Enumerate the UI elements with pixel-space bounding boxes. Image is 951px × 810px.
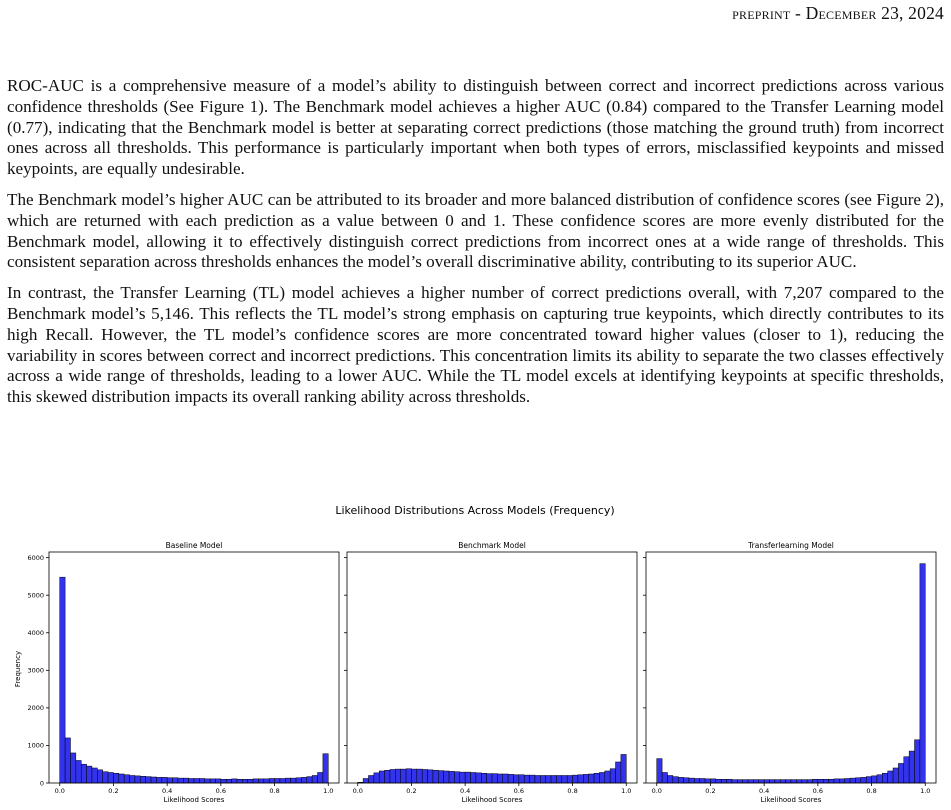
histogram-bar	[589, 774, 594, 783]
histogram-bar	[753, 780, 758, 783]
histogram-bar	[893, 768, 898, 783]
histogram-bar	[275, 778, 280, 783]
histogram-bar	[70, 753, 75, 783]
x-tick-label: 0.8	[866, 787, 877, 795]
histogram-bar	[770, 780, 775, 783]
x-tick-label: 0.2	[705, 787, 716, 795]
histogram-bar	[888, 771, 893, 783]
x-tick-label: 0.0	[54, 787, 65, 795]
histogram-bar	[519, 775, 524, 783]
histogram-bar	[487, 774, 492, 783]
histogram-bar	[156, 777, 161, 783]
histogram-bar	[678, 777, 683, 783]
histogram-bar	[379, 771, 384, 783]
x-tick-label: 0.8	[269, 787, 280, 795]
histogram-bar	[280, 778, 285, 783]
header-label: preprint -	[732, 3, 806, 23]
subplot-title: Benchmark Model	[458, 541, 526, 550]
histogram-bar	[242, 779, 247, 783]
histogram-bar	[909, 751, 914, 783]
histogram-bar	[546, 775, 551, 783]
plot-frame	[49, 552, 339, 783]
paragraph-roc-auc: ROC-AUC is a comprehensive measure of a model’s ability to distinguish between correct and incorrect predictions across various confidence thresholds (See Figure 1). The Benchmark model achieves a higher AUC (0.84) compared to the Transfer Learning model (0.77), indicating that the Benchmark model is better at separating correct predictions (those matching the ground truth) from incorrect ones across all thresholds. This performance is particularly important when both types of errors, misclassified keypoints and missed keypoints, are equally undesirable.	[7, 76, 944, 179]
histogram-bar	[103, 772, 108, 783]
histogram-bar	[839, 779, 844, 783]
histogram-bar	[866, 777, 871, 783]
histogram-bar	[167, 778, 172, 783]
histogram-bar	[850, 778, 855, 783]
histogram-bar	[705, 779, 710, 783]
x-axis-label: Likelihood Scores	[760, 796, 822, 804]
x-tick-label: 0.0	[352, 787, 363, 795]
histogram-bar	[573, 775, 578, 783]
x-tick-label: 0.0	[651, 787, 662, 795]
histogram-bar	[737, 780, 742, 783]
histogram-bar	[599, 772, 604, 783]
histogram-bar	[764, 780, 769, 783]
histogram-bar	[508, 774, 513, 783]
histogram-bar	[318, 772, 323, 783]
histogram-bar	[291, 778, 296, 783]
x-tick-label: 0.6	[513, 787, 525, 795]
histogram-bar	[221, 779, 226, 783]
histogram-bar	[151, 777, 156, 783]
paragraph-transfer-learning: In contrast, the Transfer Learning (TL) model achieves a higher number of correct predictions overall, with 7,207 compared to the Benchmark model’s 5,146. This reflects the TL model’s strong emphasis on capturing true keypoints, which directly contributes to its high Recall. However, the TL model’s confidence scores are more concentrated toward higher values (closer to 1), reducing the variability in scores between correct and incorrect predictions. This concentration limits its ability to separate the two classes effectively across a wide range of thresholds, leading to a lower AUC. While the TL model excels at identifying keypoints at specific thresholds, this skewed distribution impacts its overall ranking ability across thresholds.	[7, 283, 944, 407]
histogram-bar	[727, 779, 732, 783]
histogram-bar	[657, 759, 662, 783]
histogram-bar	[301, 777, 306, 783]
running-header	[732, 3, 944, 24]
histogram-bar	[524, 775, 529, 783]
histogram-bar	[920, 564, 925, 783]
histogram-bar	[567, 775, 572, 783]
histogram-bar	[684, 778, 689, 783]
histogram-bar	[497, 774, 502, 783]
histogram-bar	[492, 774, 497, 783]
histogram-bar	[904, 757, 909, 783]
histogram-panel	[344, 541, 637, 804]
x-tick-label: 0.4	[161, 787, 173, 795]
y-tick-label: 3000	[27, 666, 44, 675]
histogram-bar	[915, 740, 920, 783]
histogram-bar	[748, 780, 753, 783]
histogram-bar	[215, 779, 220, 783]
histogram-bar	[60, 577, 65, 783]
histogram-bar	[65, 738, 70, 783]
histogram-bar	[248, 779, 253, 783]
body-text	[7, 76, 944, 418]
histogram-bar	[823, 779, 828, 783]
x-tick-label: 0.4	[758, 787, 770, 795]
x-tick-label: 0.6	[215, 787, 227, 795]
histogram-bar	[417, 769, 422, 783]
histogram-bar	[535, 775, 540, 783]
histogram-bar	[583, 774, 588, 783]
histogram-bar	[296, 778, 301, 783]
histogram-bar	[173, 778, 178, 783]
histogram-bar	[76, 760, 81, 783]
histogram-bar	[264, 779, 269, 783]
x-tick-label: 0.8	[567, 787, 578, 795]
histogram-bar	[791, 780, 796, 783]
histogram-bar	[562, 775, 567, 783]
figure-title: Likelihood Distributions Across Models (Frequency)	[335, 504, 615, 517]
histogram-bar	[465, 772, 470, 783]
histogram-bar	[700, 778, 705, 783]
histogram-bar	[780, 780, 785, 783]
histogram-bar	[454, 772, 459, 783]
paragraph-benchmark: The Benchmark model’s higher AUC can be attributed to its broader and more balanced distribution of confidence scores (see Figure 2), which are returned with each prediction as a value between 0 and 1. These confidence scores are more evenly distributed for the Benchmark model, allowing it to effectively distinguish correct predictions from incorrect ones at a wide range of thresholds. This consistent separation across thresholds enhances the model’s overall discriminative ability, contributing to its superior AUC.	[7, 189, 944, 272]
histogram-bar	[503, 774, 508, 783]
histogram-bar	[285, 778, 290, 783]
histogram-bar	[812, 779, 817, 783]
histogram-bar	[87, 766, 92, 783]
histogram-bar	[786, 780, 791, 783]
histogram-bar	[796, 780, 801, 783]
histogram-bar	[877, 775, 882, 783]
histogram-bar	[807, 780, 812, 783]
histogram-bar	[124, 775, 129, 783]
x-tick-label: 1.0	[323, 787, 334, 795]
histogram-bar	[610, 769, 615, 783]
histogram-bar	[594, 773, 599, 783]
histogram-bar	[422, 769, 427, 783]
header-date-initial: D	[805, 3, 819, 23]
histogram-bar	[312, 775, 317, 783]
histogram-bar	[178, 778, 183, 783]
histogram-bar	[113, 773, 118, 783]
histogram-bar	[845, 778, 850, 783]
header-date-month: ecember	[818, 3, 877, 23]
histogram-bar	[307, 777, 312, 783]
histogram-bar	[146, 777, 151, 783]
histogram-bar	[732, 780, 737, 783]
histogram-bar	[667, 775, 672, 783]
histogram-bar	[130, 775, 135, 783]
histogram-bar	[471, 772, 476, 783]
histogram-bar	[368, 775, 373, 783]
histogram-bar	[530, 775, 535, 783]
histogram-bar	[616, 762, 621, 783]
histogram-bar	[481, 773, 486, 783]
histogram-bar	[449, 771, 454, 783]
x-tick-label: 0.6	[812, 787, 824, 795]
histogram-bar	[513, 775, 518, 783]
y-tick-label: 2000	[27, 704, 44, 713]
histogram-bar	[140, 776, 145, 783]
histogram-bar	[226, 779, 231, 783]
histogram-bar	[551, 775, 556, 783]
histogram-bar	[605, 771, 610, 783]
histogram-bar	[406, 769, 411, 783]
y-tick-label: 5000	[27, 591, 44, 600]
histogram-bar	[476, 773, 481, 783]
likelihood-histogram-figure	[0, 495, 951, 810]
histogram-bar	[578, 775, 583, 783]
histogram-bar	[428, 770, 433, 783]
histogram-bar	[694, 778, 699, 783]
histogram-bar	[689, 778, 694, 783]
histogram-bar	[395, 769, 400, 783]
histogram-bar	[390, 769, 395, 783]
histogram-bar	[119, 774, 124, 783]
histogram-bar	[183, 778, 188, 783]
histogram-bar	[135, 776, 140, 783]
x-tick-label: 0.2	[108, 787, 119, 795]
histogram-bar	[444, 771, 449, 783]
histogram-bar	[716, 779, 721, 783]
histogram-bar	[662, 772, 667, 783]
histogram-bar	[898, 763, 903, 783]
histogram-bar	[802, 780, 807, 783]
histogram-bar	[189, 778, 194, 783]
histogram-bar	[385, 770, 390, 783]
histogram-panel	[27, 541, 339, 804]
subplot-title: Baseline Model	[165, 541, 223, 550]
histogram-bar	[855, 778, 860, 783]
histogram-bar	[401, 769, 406, 783]
histogram-bar	[721, 779, 726, 783]
histogram-bar	[775, 780, 780, 783]
histogram-bar	[759, 780, 764, 783]
subplot-title: Transferlearning Model	[748, 541, 834, 550]
histogram-bar	[743, 780, 748, 783]
histogram-bar	[829, 779, 834, 783]
histogram-bar	[199, 778, 204, 783]
histogram-bar	[861, 777, 866, 783]
y-tick-label: 4000	[27, 629, 44, 638]
histogram-bar	[460, 772, 465, 783]
histogram-bar	[621, 754, 626, 783]
y-tick-label: 0	[39, 779, 44, 788]
x-tick-label: 1.0	[621, 787, 632, 795]
x-axis-label: Likelihood Scores	[461, 796, 523, 804]
plot-frame	[347, 552, 637, 783]
histogram-bar	[834, 779, 839, 783]
histogram-bar	[108, 772, 113, 783]
histogram-bar	[205, 779, 210, 783]
histogram-panel	[643, 541, 936, 804]
histogram-bar	[194, 778, 199, 783]
histogram-bar	[411, 769, 416, 783]
histogram-bar	[258, 779, 263, 783]
histogram-bar	[81, 764, 86, 783]
x-tick-label: 0.4	[459, 787, 471, 795]
histogram-bar	[540, 775, 545, 783]
histogram-bar	[882, 773, 887, 783]
x-axis-label: Likelihood Scores	[163, 796, 225, 804]
histogram-bar	[556, 775, 561, 783]
histogram-bar	[872, 776, 877, 783]
histogram-bar	[92, 768, 97, 783]
plot-frame	[646, 552, 936, 783]
histogram-bar	[673, 777, 678, 783]
histogram-bar	[253, 779, 258, 783]
histogram-bar	[363, 778, 368, 783]
histogram-bar	[323, 754, 328, 783]
histogram-bar	[433, 770, 438, 783]
histogram-bar	[232, 779, 237, 783]
x-tick-label: 1.0	[920, 787, 931, 795]
histogram-bar	[438, 771, 443, 783]
header-date-tail: 23, 2024	[876, 3, 944, 23]
histogram-bar	[97, 770, 102, 783]
histogram-bar	[162, 777, 167, 783]
histogram-bar	[237, 779, 242, 783]
histogram-bar	[818, 779, 823, 783]
y-tick-label: 6000	[27, 553, 44, 562]
histogram-bar	[374, 773, 379, 783]
histogram-bar	[710, 779, 715, 783]
histogram-bar	[210, 779, 215, 783]
x-tick-label: 0.2	[406, 787, 417, 795]
histogram-bar	[269, 778, 274, 783]
y-tick-label: 1000	[27, 741, 44, 750]
y-axis-label: Frequency	[14, 650, 22, 688]
